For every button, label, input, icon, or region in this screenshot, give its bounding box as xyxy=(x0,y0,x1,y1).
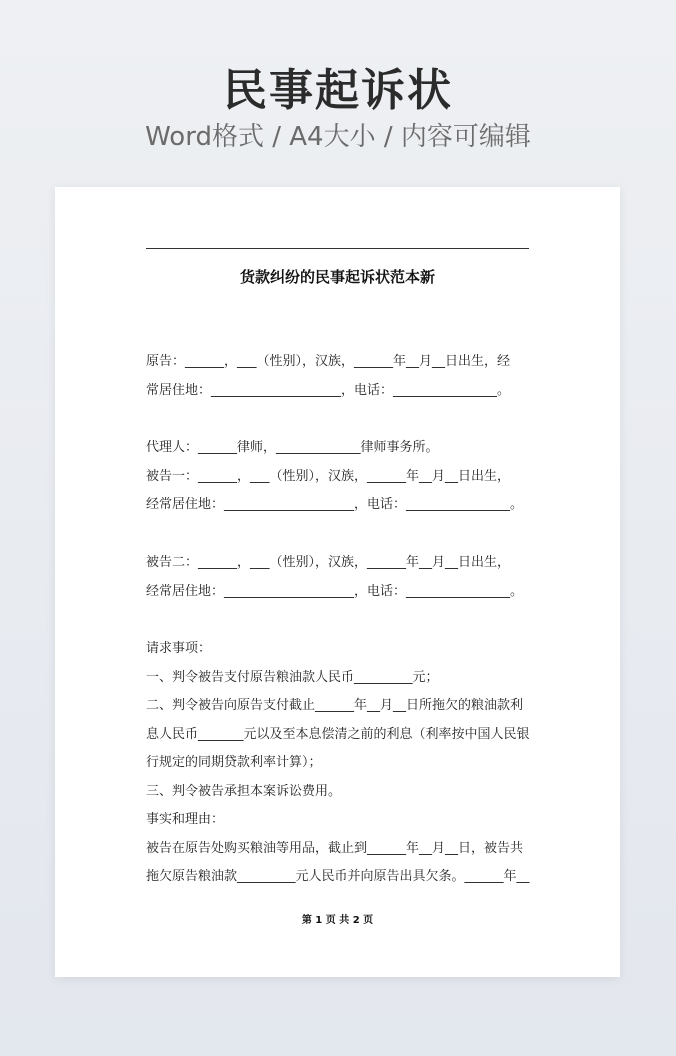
text-line: 被告在原告处购买粮油等用品，截止到______年__月__日，被告共 xyxy=(146,840,524,856)
document-title: 货款纠纷的民事起诉状范本新 xyxy=(239,268,435,286)
text-line: 常居住地：____________________，电话：________________。 xyxy=(146,382,511,398)
text-line: 息人民币_______元以及至本息偿清之前的利息（利率按中国人民银 xyxy=(146,726,530,742)
text-line: 请求事项： xyxy=(146,641,212,656)
defendant2-section xyxy=(146,549,531,606)
plaintiff-section xyxy=(146,348,531,405)
text-line: 代理人：______律师，_____________律师事务所。 xyxy=(146,440,439,455)
text-line: 原告：______，___（性别），汉族，______年__月__日出生，经 xyxy=(146,354,511,369)
text-line: 被告二：______，___（性别），汉族，______年__月__日出生， xyxy=(146,555,511,570)
claims-section xyxy=(146,635,531,892)
document-page xyxy=(55,187,620,977)
text-line: 被告一：______，___（性别），汉族，______年__月__日出生， xyxy=(146,468,511,484)
banner-title: 民事起诉状 xyxy=(223,65,453,116)
text-line: 二、判令被告向原告支付截止______年__月__日所拖欠的粮油款利 xyxy=(146,698,524,713)
text-line: 事实和理由： xyxy=(146,812,225,827)
text-line: 一、判令被告支付原告粮油款人民币_________元； xyxy=(146,669,439,685)
text-line: 经常居住地：____________________，电话：________________。 xyxy=(146,497,524,512)
text-line: 经常居住地：____________________，电话：________________。 xyxy=(146,583,524,599)
text-line: 三、判令被告承担本案诉讼费用。 xyxy=(146,783,342,799)
page-number: 第 1 页 共 2 页 xyxy=(301,915,374,926)
text-line: 拖欠原告粮油款_________元人民币并向原告出具欠条。______年__ xyxy=(146,869,530,884)
agent-defendant1-section xyxy=(146,434,531,520)
banner-subtitle: Word格式 / A4大小 / 内容可编辑 xyxy=(145,122,531,152)
header-rule xyxy=(146,248,529,249)
text-line: 行规定的同期贷款利率计算）； xyxy=(146,755,322,770)
